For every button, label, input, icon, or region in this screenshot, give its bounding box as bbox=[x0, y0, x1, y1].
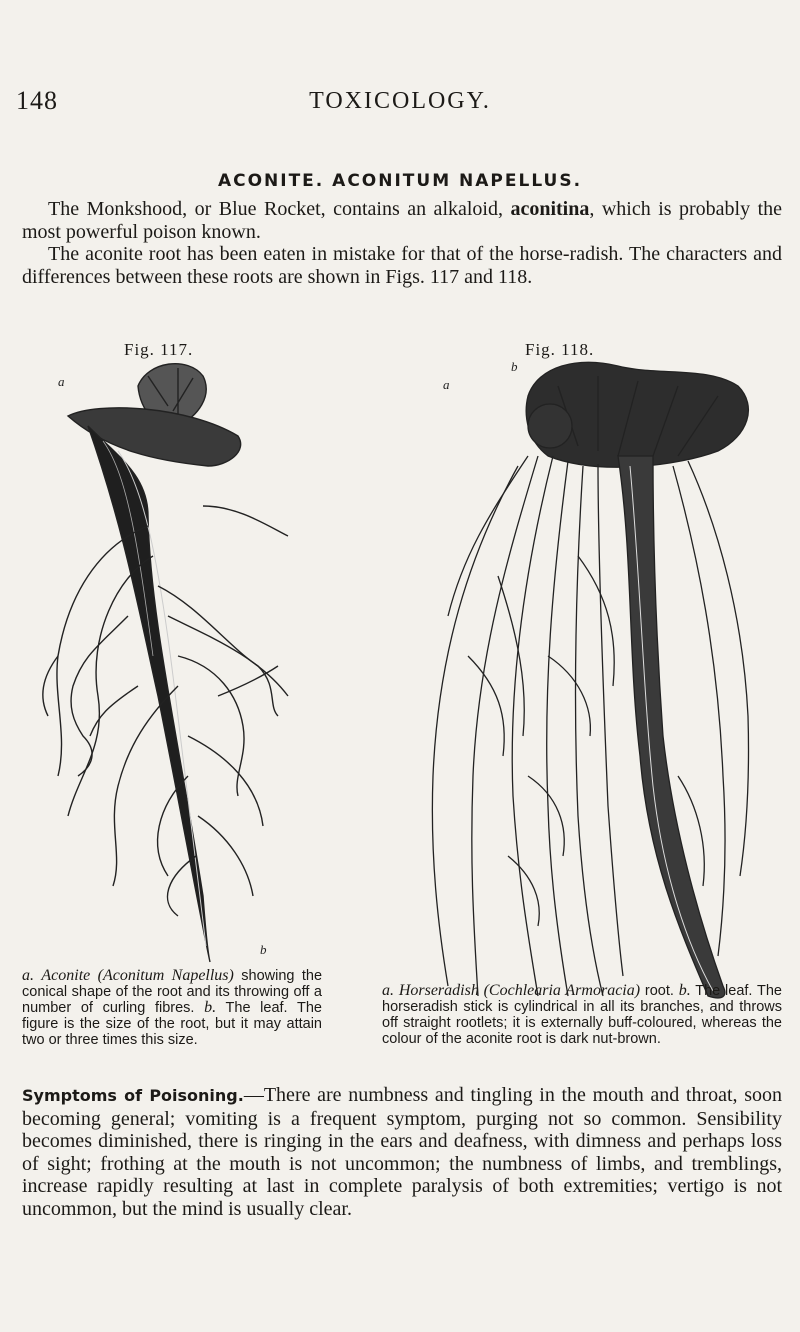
fig117-marker-b: b bbox=[260, 942, 267, 957]
fig118-marker-b: b bbox=[511, 359, 518, 374]
fig118-caption-marker: a. bbox=[382, 982, 394, 999]
horseradish-root-illustration bbox=[378, 356, 778, 1006]
fig118-marker-a: a bbox=[443, 377, 450, 392]
fig117-caption-text: showing the conical shape of the root and its throwing off a number of curling fibres. bbox=[22, 968, 323, 1016]
fig118-caption-text: root. bbox=[640, 983, 679, 999]
page-header bbox=[0, 86, 800, 116]
fig118-caption-b-text: The leaf. The horseradish stick is cylindrical in all its branches, and throws off straight rootlets; it is externally buff-coloured, whereas the colour of the aconite root is dark nut-brown. bbox=[382, 983, 782, 1047]
horseradish-root-drawing bbox=[378, 356, 778, 1006]
fig117-caption-b-text: The leaf. The figure is the size of the root, but it may attain two or three times this size. bbox=[22, 1000, 322, 1048]
fig117-caption bbox=[22, 968, 322, 1048]
section-title: ACONITE. ACONITUM NAPELLUS. bbox=[217, 171, 583, 191]
intro-p1-start: The Monkshood, or Blue Rocket, contains an alkaloid, bbox=[48, 198, 511, 220]
intro-paragraph-2: The aconite root has been eaten in mistake for that of the horse-radish. The characters and differences between these roots are shown in Figs. 117 and 118. bbox=[22, 243, 782, 288]
aconitina-term: aconitina bbox=[510, 198, 590, 220]
aconite-root-illustration bbox=[28, 356, 318, 968]
symptoms-paragraph bbox=[22, 1084, 782, 1220]
intro-p1-end: , which is probably the most powerful poison known. bbox=[22, 198, 782, 243]
fig117-caption-marker: a. bbox=[22, 967, 34, 984]
fig118-caption-b-marker: b. bbox=[678, 982, 691, 999]
aconite-root-drawing bbox=[28, 356, 318, 968]
running-head: TOXICOLOGY. bbox=[309, 88, 491, 114]
fig117-label: Fig. 117. bbox=[124, 340, 194, 359]
fig118-caption bbox=[382, 983, 782, 1047]
symptoms-text: —There are numbness and tingling in the mouth and throat, soon becoming general; vomiting is a frequent symptom, purging not so common. Sensibility becomes diminished, there is ringing in the ears and deafness, with dimness and perhaps loss of sight; frothing at the mouth is not uncommon; the numbness of limbs, and tremblings, increase rapidly resulting at last in complete paralysis of both extremities; vertigo is not uncommon, but the mind is usually clear. bbox=[22, 1084, 782, 1220]
intro-paragraph-1 bbox=[22, 198, 782, 243]
fig118-caption-name: Horseradish (Cochlearia Armoracia) bbox=[398, 982, 641, 999]
page-number: 148 bbox=[16, 86, 58, 115]
symptoms-lead: Symptoms of Poisoning. bbox=[22, 1086, 244, 1105]
fig118-label: Fig. 118. bbox=[525, 340, 595, 359]
fig117-caption-name: Aconite (Aconitum Napellus) bbox=[41, 967, 234, 984]
fig117-caption-b-marker: b. bbox=[204, 999, 217, 1016]
intro-text bbox=[22, 198, 782, 288]
fig117-marker-a: a bbox=[58, 374, 65, 389]
